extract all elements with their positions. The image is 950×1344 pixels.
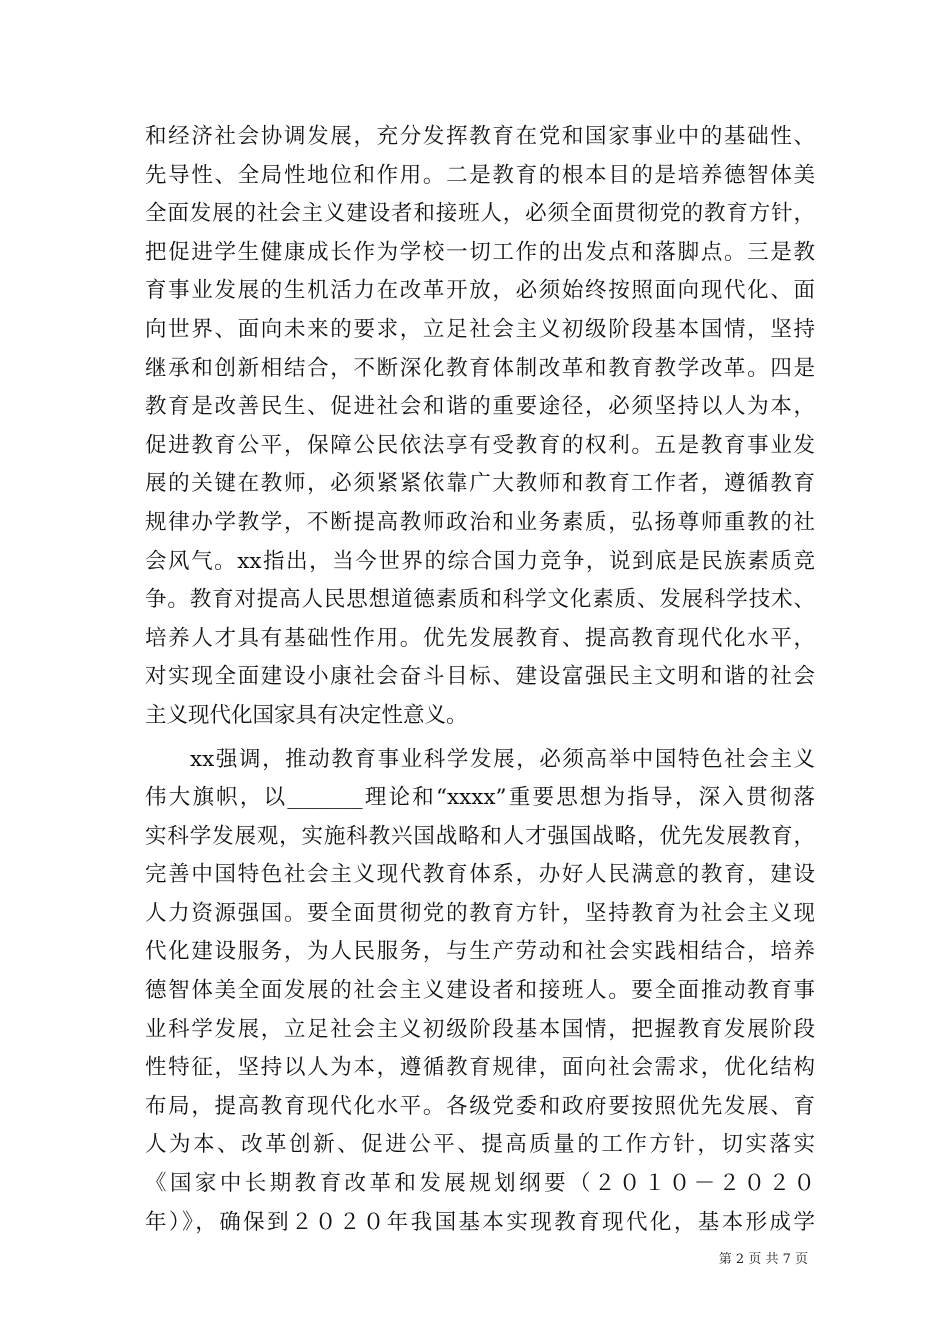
paragraph-line: 培养人才具有基础性作用。优先发展教育、提高教育现代化水平， — [145, 625, 815, 651]
paragraph-line: 人为本、改革创新、促进公平、提高质量的工作方针，切实落实 — [145, 1132, 815, 1158]
paragraph-line: 业科学发展，立足社会主义初级阶段基本国情，把握教育发展阶段 — [145, 1016, 815, 1042]
paragraph-line: 人力资源强国。要全面贯彻党的教育方针，坚持教育为社会主义现 — [145, 900, 815, 926]
paragraph-line: 全面发展的社会主义建设者和接班人，必须全面贯彻党的教育方针， — [145, 201, 815, 227]
paragraph-line: 实科学发展观，实施科教兴国战略和人才强国战略，优先发展教育， — [145, 823, 815, 849]
paragraph-line: 会风气。xx指出，当今世界的综合国力竞争，说到底是民族素质竞 — [145, 548, 815, 574]
paragraph-line: 继承和创新相结合，不断深化教育体制改革和教育教学改革。四是 — [145, 355, 815, 381]
paragraph-line: 育事业发展的生机活力在改革开放，必须始终按照面向现代化、面 — [145, 278, 815, 304]
paragraph-line: 《国家中长期教育改革和发展规划纲要（２０１０－２０２０ — [145, 1171, 815, 1197]
paragraph-line: 把促进学生健康成长作为学校一切工作的出发点和落脚点。三是教 — [145, 239, 815, 265]
paragraph-line: 向世界、面向未来的要求，立足社会主义初级阶段基本国情，坚持 — [145, 316, 815, 342]
paragraph-line: 代化建设服务，为人民服务，与生产劳动和社会实践相结合，培养 — [145, 939, 815, 965]
paragraph-2 — [145, 741, 815, 1243]
paragraph-line: 展的关键在教师，必须紧紧依靠广大教师和教育工作者，遵循教育 — [145, 471, 815, 497]
paragraph-line: 对实现全面建设小康社会奋斗目标、建设富强民主文明和谐的社会 — [145, 664, 815, 690]
paragraph-line: 争。教育对提高人民思想道德素质和科学文化素质、发展科学技术、 — [145, 587, 815, 613]
paragraph-1 — [145, 118, 815, 736]
paragraph-line: 德智体美全面发展的社会主义建设者和接班人。要全面推动教育事 — [145, 978, 815, 1004]
paragraph-line: 规律办学教学，不断提高教师政治和业务素质，弘扬尊师重教的社 — [145, 509, 815, 535]
page-number: 第 2 页 共 7 页 — [718, 1252, 808, 1267]
body-text — [145, 118, 815, 1242]
paragraph-line: 主义现代化国家具有决定性意义。 — [145, 702, 468, 728]
paragraph-line: 先导性、全局性地位和作用。二是教育的根本目的是培养德智体美 — [145, 162, 815, 188]
paragraph-line: 教育是改善民生、促进社会和谐的重要途径，必须坚持以人为本， — [145, 394, 815, 420]
paragraph-line: 促进教育公平，保障公民依法享有受教育的权利。五是教育事业发 — [145, 432, 815, 458]
paragraph-line: 布局，提高教育现代化水平。各级党委和政府要按照优先发展、育 — [145, 1093, 815, 1119]
paragraph-line: xx强调，推动教育事业科学发展，必须高举中国特色社会主义 — [190, 746, 815, 772]
paragraph-line: 伟大旗帜，以_______理论和“xxxx”重要思想为指导，深入贯彻落 — [145, 785, 815, 811]
paragraph-line: 和经济社会协调发展，充分发挥教育在党和国家事业中的基础性、 — [145, 124, 815, 149]
paragraph-line: 性特征，坚持以人为本，遵循教育规律，面向社会需求，优化结构 — [145, 1055, 815, 1081]
paragraph-line: 年）》，确保到２０２０年我国基本实现教育现代化，基本形成学 — [145, 1209, 815, 1235]
paragraph-line: 完善中国特色社会主义现代教育体系，办好人民满意的教育，建设 — [145, 862, 815, 888]
